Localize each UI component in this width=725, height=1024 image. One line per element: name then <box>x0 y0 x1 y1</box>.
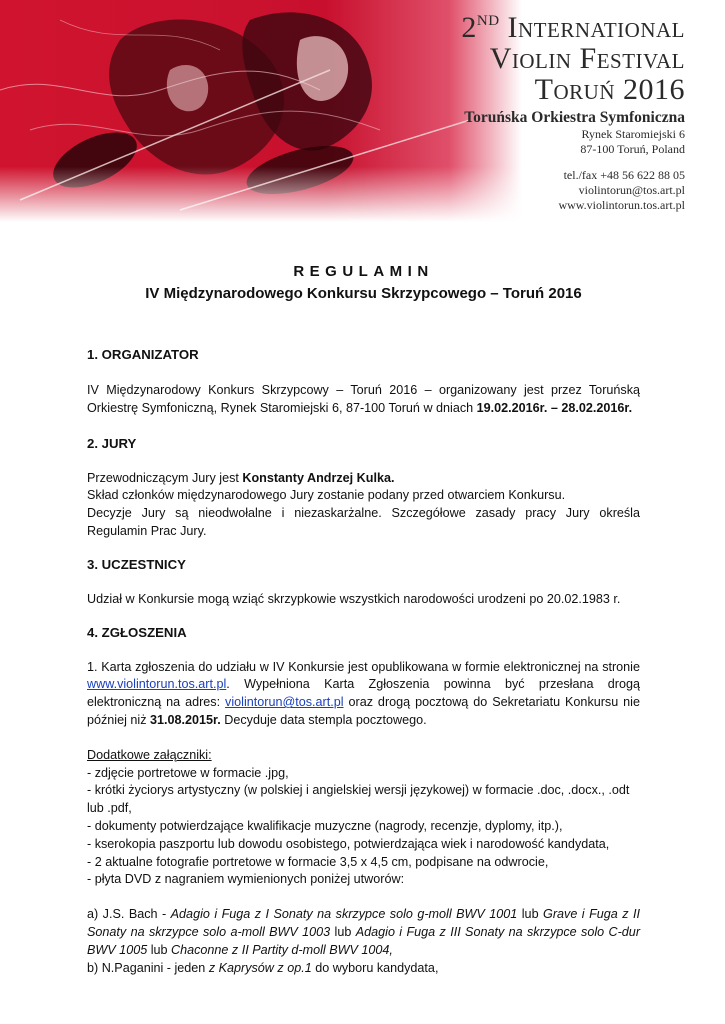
contact-email: violintorun@tos.art.pl <box>578 183 685 197</box>
festival-title-line2: Violin Festival <box>489 42 685 75</box>
festival-website-link[interactable]: www.violintorun.tos.art.pl <box>87 677 227 692</box>
section-2-heading: 2. JURY <box>87 435 137 451</box>
attachments-list <box>87 765 640 890</box>
jury-chair-name: Konstanty Andrzej Kulka. <box>242 470 395 485</box>
organizer-contact-block <box>464 108 685 213</box>
attachment-item: - zdjęcie portretowe w formacie .jpg, <box>87 765 289 780</box>
festival-email-link[interactable]: violintorun@tos.art.pl <box>225 695 344 710</box>
application-paragraph: 1. Karta zgłoszenia do udziału w IV Konkursie jest opublikowana w formie elektronicznej na stronie www.violintorun.tos.art.pl. Wypełniona Karta Zgłoszenia powinna być przesłana drogą elektroniczną na adres: violintorun@tos.art.pl oraz drogą pocztową do Sekretariatu Konkursu nie później niż 31.08.2015r. Decyduje data stempla pocztowego. <box>87 659 640 727</box>
attachment-item: - krótki życiorys artystyczny (w polskiej i angielskiej wersji językowej) w formacie .doc, .docx., .odt lub .pdf, <box>87 783 630 816</box>
attachment-item: - 2 aktualne fotografie portretowe w formacie 3,5 x 4,5 cm, podpisane na odwrocie, <box>87 854 549 869</box>
letterhead <box>0 0 725 222</box>
section-3-text: Udział w Konkursie mogą wziąć skrzypkowie wszystkich narodowości urodzeni po 20.02.1983 r. <box>87 591 621 606</box>
jury-decisions-note: Decyzje Jury są nieodwołalne i niezaskarżalne. Szczegółowe zasady pracy Jury określa Regulamin Prac Jury. <box>87 506 640 538</box>
repertoire-a-bach: a) J.S. Bach - Adagio i Fuga z I Sonaty na skrzypce solo g-moll BWV 1001 lub Grave i Fuga z II Sonaty na skrzypce solo a-moll BWV 1003 lub Adagio i Fuga z III Sonaty na skrzypce solo C-dur BWV 1005 lub Chaconne z II Partity d-moll BWV 1004, <box>87 907 641 957</box>
application-deadline: 31.08.2015r. <box>150 712 221 727</box>
attachment-item: - kserokopia paszportu lub dowodu osobistego, potwierdzająca wiek i narodowość kandydata, <box>87 836 610 851</box>
phone-fax: tel./fax +48 56 622 88 05 <box>563 168 685 182</box>
address-line-1: Rynek Staromiejski 6 <box>581 127 685 141</box>
festival-title <box>461 6 685 105</box>
festival-title-line1: 2ND International <box>461 11 685 44</box>
section-3-heading: 3. UCZESTNICY <box>87 556 186 572</box>
document-title: REGULAMIN <box>293 263 434 280</box>
organizer-name: Toruńska Orkiestra Symfoniczna <box>464 109 685 126</box>
repertoire-b-paganini: b) N.Paganini - jeden z Kaprysów z op.1 do wyboru kandydata, <box>87 960 439 975</box>
jury-chair: Przewodniczącym Jury jest Konstanty Andrzej Kulka. <box>87 470 395 485</box>
address-line-2: 87-100 Toruń, Poland <box>580 142 685 156</box>
section-4-heading: 4. ZGŁOSZENIA <box>87 624 187 640</box>
document-body <box>87 262 640 977</box>
document-subtitle: IV Międzynarodowego Konkursu Skrzypcowego – Toruń 2016 <box>145 285 582 302</box>
attachment-item: - dokumenty potwierdzające kwalifikacje muzyczne (nagrody, recenzje, dyplomy, itp.), <box>87 818 563 833</box>
competition-dates: 19.02.2016r. – 28.02.2016r. <box>476 400 633 415</box>
attachment-item: - płyta DVD z nagraniem wymienionych poniżej utworów: <box>87 872 405 887</box>
jury-members-note: Skład członków międzynarodowego Jury zostanie podany przed otwarciem Konkursu. <box>87 488 566 503</box>
festival-title-line3: Toruń 2016 <box>534 73 685 106</box>
section-1-text: IV Międzynarodowy Konkurs Skrzypcowy – Toruń 2016 – organizowany jest przez Toruńską Orkiestrę Symfoniczną, Rynek Staromiejski 6, 87-100 Toruń w dniach 19.02.2016r. – 28.02.2016r. <box>87 383 640 415</box>
contact-website: www.violintorun.tos.art.pl <box>558 198 685 212</box>
section-1-heading: 1. ORGANIZATOR <box>87 347 199 362</box>
attachments-label: Dodatkowe załączniki: <box>87 747 212 762</box>
